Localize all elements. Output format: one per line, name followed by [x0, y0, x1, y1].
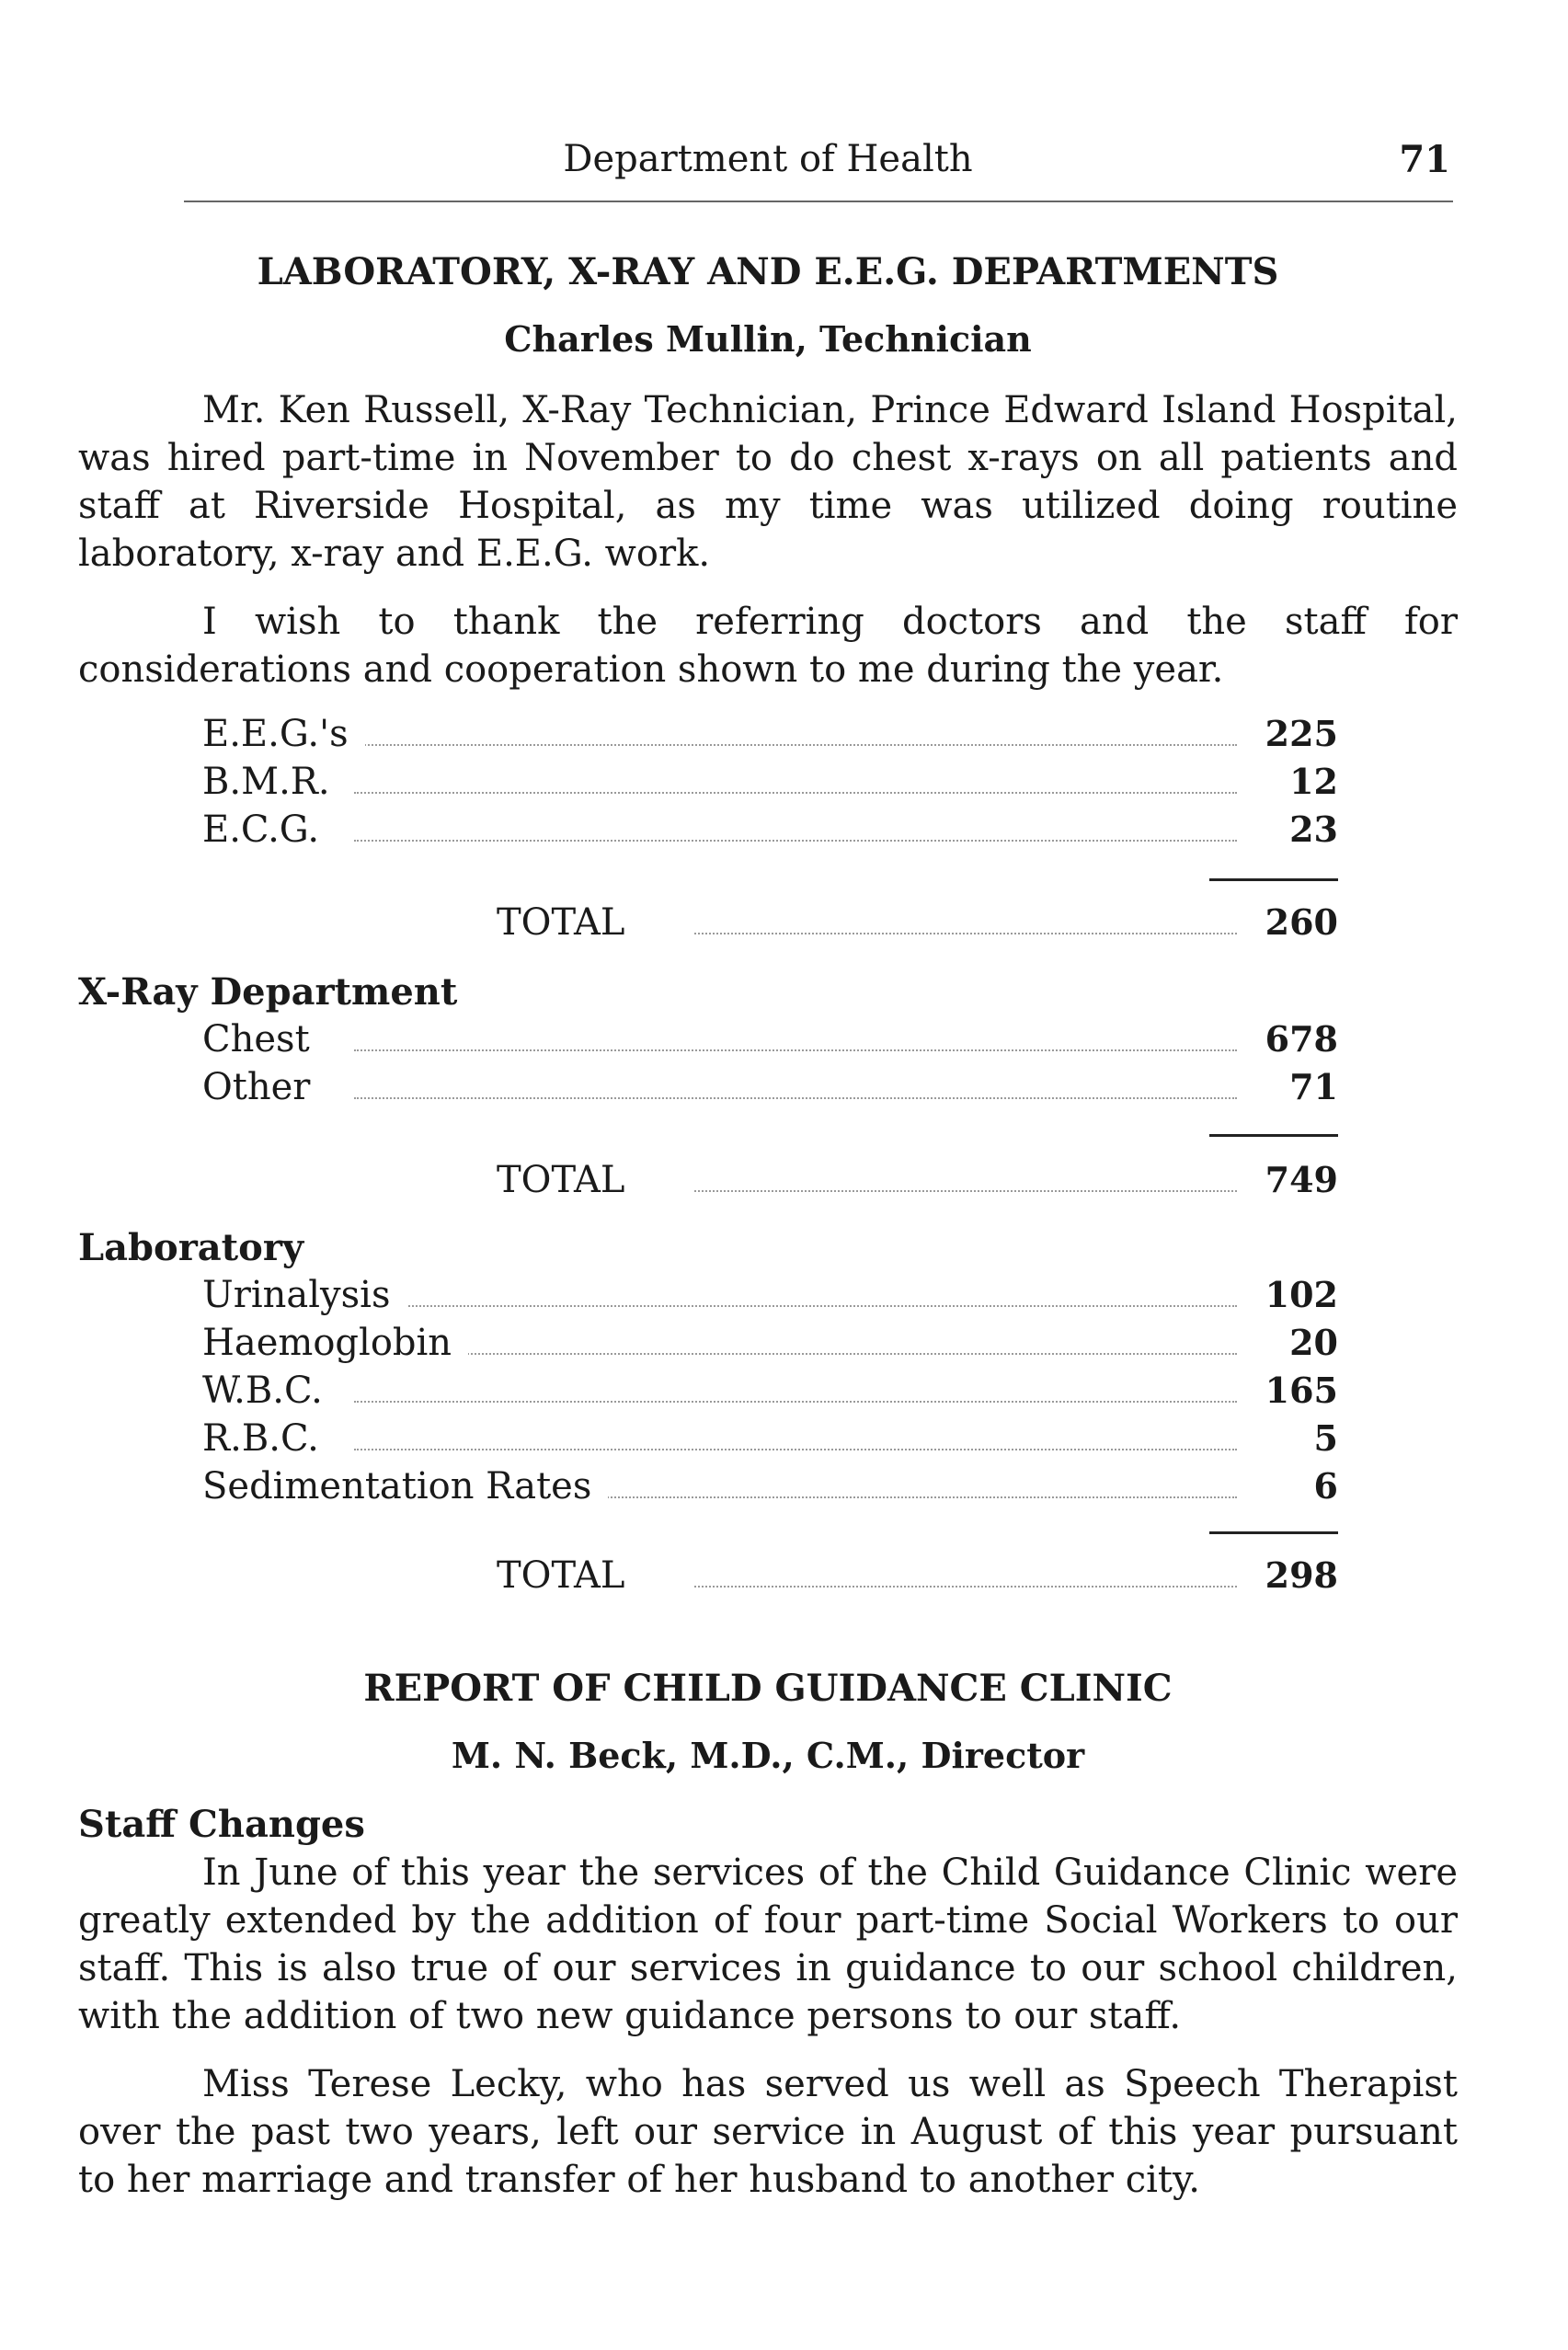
stat-total-row [78, 1554, 1338, 1600]
sum-rule [1209, 1134, 1338, 1137]
stat-row [78, 1370, 1338, 1416]
stat-row [78, 808, 1338, 854]
dot-leader [354, 1353, 1237, 1355]
dot-leader [354, 1305, 1237, 1307]
lab-paragraph-1: Mr. Ken Russell, X-Ray Technician, Prince Edward Island Hospital, was hired part-time in November to do chest x-rays on all patients and staff at Riverside Hospital, as my time was utilized doing routine laboratory, x-ray and E.E.G. work. [78, 389, 1458, 575]
xray-section-title: X-Ray Department [78, 970, 458, 1014]
page-number: 71 [1399, 138, 1450, 181]
stat-value: 71 [1289, 1066, 1338, 1107]
stat-value: 678 [1265, 1018, 1338, 1060]
dot-leader [354, 1449, 1237, 1450]
dot-leader [354, 792, 1237, 794]
stat-row [78, 713, 1338, 759]
dot-leader [354, 840, 1237, 842]
dot-leader [354, 1049, 1237, 1051]
stat-row [78, 761, 1338, 807]
dot-leader [694, 1190, 1237, 1192]
stat-row [78, 1417, 1338, 1463]
laboratory-section-title: Laboratory [78, 1226, 304, 1269]
stat-total-row [78, 901, 1338, 947]
clinic-byline: M. N. Beck, M.D., C.M., Director [451, 1735, 1085, 1776]
stat-label: E.C.G. [202, 808, 336, 851]
total-value: 298 [1265, 1554, 1338, 1596]
stat-label: Haemoglobin [202, 1322, 468, 1364]
total-label: TOTAL [497, 901, 641, 944]
total-label: TOTAL [497, 1159, 641, 1201]
clinic-section-title: REPORT OF CHILD GUIDANCE CLINIC [363, 1667, 1173, 1710]
stat-row [78, 1018, 1338, 1064]
stat-label: R.B.C. [202, 1417, 336, 1460]
stat-label: Sedimentation Rates [202, 1465, 608, 1507]
lab-section-title: LABORATORY, X-RAY AND E.E.G. DEPARTMENTS [257, 250, 1279, 293]
dot-leader [354, 1097, 1237, 1099]
stat-label: E.E.G.'s [202, 713, 365, 755]
lab-byline: Charles Mullin, Technician [504, 318, 1032, 360]
lab-paragraph-2: I wish to thank the referring doctors and the staff for considerations and cooperation shown to me during the year. [78, 601, 1458, 691]
stat-value: 225 [1265, 713, 1338, 754]
clinic-paragraph-1: In June of this year the services of the Child Guidance Clinic were greatly extended by the addition of four part-time Social Workers to our staff. This is also true of our services in guidance to our school children, with the addition of two new guidance persons to our staff. [78, 1851, 1458, 2037]
stat-row [78, 1274, 1338, 1320]
stat-label: B.M.R. [202, 761, 347, 803]
stat-label: Other [202, 1066, 326, 1108]
dot-leader [694, 1586, 1237, 1588]
stat-total-row [78, 1159, 1338, 1205]
stat-label: W.B.C. [202, 1370, 339, 1412]
total-value: 749 [1265, 1159, 1338, 1200]
stat-value: 12 [1289, 761, 1338, 802]
stat-label: Chest [202, 1018, 326, 1060]
running-head [78, 138, 1458, 193]
stat-value: 20 [1289, 1322, 1338, 1363]
sum-rule [1209, 1531, 1338, 1534]
clinic-paragraph-2: Miss Terese Lecky, who has served us well as Speech Therapist over the past two years, left our service in August of this year pursuant to her marriage and transfer of her husband to another city. [78, 2063, 1458, 2201]
stat-value: 165 [1265, 1370, 1338, 1411]
dot-leader [694, 933, 1237, 934]
stat-value: 102 [1265, 1274, 1338, 1315]
total-label: TOTAL [497, 1554, 641, 1597]
stat-value: 6 [1313, 1465, 1338, 1507]
dot-leader [354, 1401, 1237, 1403]
total-value: 260 [1265, 901, 1338, 943]
dot-leader [354, 744, 1237, 746]
running-title: Department of Health [563, 138, 973, 180]
stat-row [78, 1465, 1338, 1511]
staff-changes-title: Staff Changes [78, 1803, 365, 1846]
stat-value: 23 [1289, 808, 1338, 850]
stat-label: Urinalysis [202, 1274, 406, 1316]
stat-value: 5 [1313, 1417, 1338, 1459]
stat-row [78, 1322, 1338, 1368]
stat-row [78, 1066, 1338, 1112]
header-rule [184, 201, 1453, 202]
sum-rule [1209, 878, 1338, 881]
